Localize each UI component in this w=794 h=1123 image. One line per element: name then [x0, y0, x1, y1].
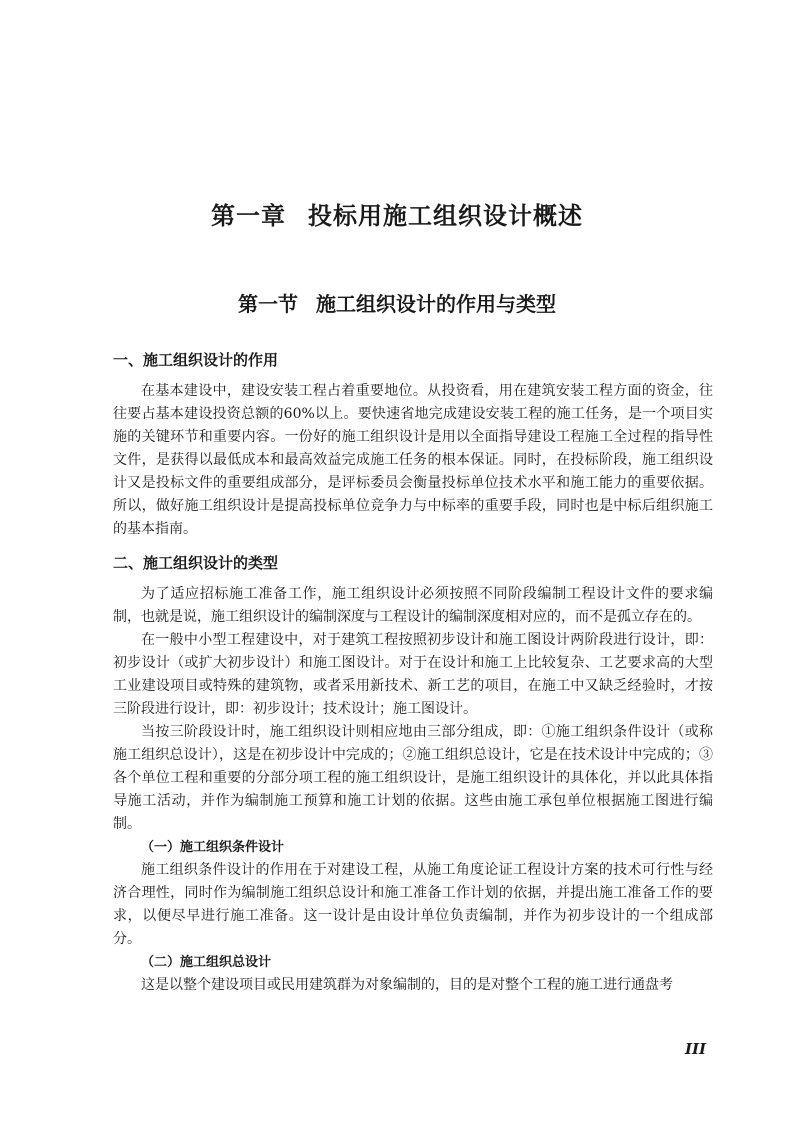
subheading-condition-design: （一）施工组织条件设计 — [141, 840, 285, 855]
paragraph: 在一般中小型工程建设中，对于建筑工程按照初步设计和施工图设计两阶段进行设计，即：初步设计（或扩大初步设计）和施工图设计。对于在设计和施工上比较复杂、工艺要求高的大型工业建设项目或特殊的建筑物，或者采用新技术、新工艺的项目，在施工中又缺乏经验时，才按三阶段进行设计，即：初步设计；技术设计；施工图设计。 — [113, 632, 713, 717]
section-name: 施工组织设计的作用与类型 — [316, 292, 556, 316]
chapter-number: 第一章 — [211, 202, 286, 230]
body-text — [113, 348, 713, 997]
heading-types: 二、施工组织设计的类型 — [113, 554, 279, 572]
chapter-title — [0, 196, 794, 231]
paragraph: 在基本建设中，建设安装工程占着重要地位。从投资看，用在建筑安装工程方面的资金，往往要占基本建设投资总额的60%以上。要快速省地完成建设安装工程的施工任务，是一个项目实施的关键环节和重要内容。一份好的施工组织设计是用以全面指导建设工程施工全过程的指导性文件，是获得以最低成本和最高效益完成施工任务的根本保证。同时，在投标阶段，施工组织设计又是投标文件的重要组成部分，是评标委员会衡量投标单位技术水平和施工能力的重要依据。所以，做好施工组织设计是提高投标单位竞争力与中标率的重要手段，同时也是中标后组织施工的基本指南。 — [113, 383, 713, 537]
paragraph: 当按三阶段设计时，施工组织设计则相应地由三部分组成，即：①施工组织条件设计（或称施工组织总设计），这是在初步设计中完成的；②施工组织总设计，它是在技术设计中完成的；③各个单位工程和重要的分部分项工程的施工组织设计，是施工组织设计的具体化，并以此具体指导施工活动，并作为编制施工预算和施工计划的依据。这些由施工承包单位根据施工图进行编制。 — [113, 724, 713, 832]
paragraph: 为了适应招标施工准备工作，施工组织设计必须按照不同阶段编制工程设计文件的要求编制，也就是说，施工组织设计的编制深度与工程设计的编制深度相对应的，而不是孤立存在的。 — [113, 586, 713, 625]
section-title — [0, 288, 794, 317]
paragraph: 这是以整个建设项目或民用建筑群为对象编制的，目的是对整个工程的施工进行通盘考 — [141, 977, 673, 993]
section-number: 第一节 — [238, 292, 298, 316]
heading-function: 一、施工组织设计的作用 — [113, 351, 279, 369]
page-number: III — [684, 1040, 706, 1058]
paragraph: 施工组织条件设计的作用在于对建设工程，从施工角度论证工程设计方案的技术可行性与经济合理性，同时作为编制施工组织总设计和施工准备工作计划的依据，并提出施工准备工作的要求，以便尽早进行施工准备。这一设计是由设计单位负责编制，并作为初步设计的一个组成部分。 — [113, 862, 713, 947]
chapter-name: 投标用施工组织设计概述 — [308, 202, 583, 230]
subheading-general-design: （二）施工组织总设计 — [141, 955, 272, 970]
